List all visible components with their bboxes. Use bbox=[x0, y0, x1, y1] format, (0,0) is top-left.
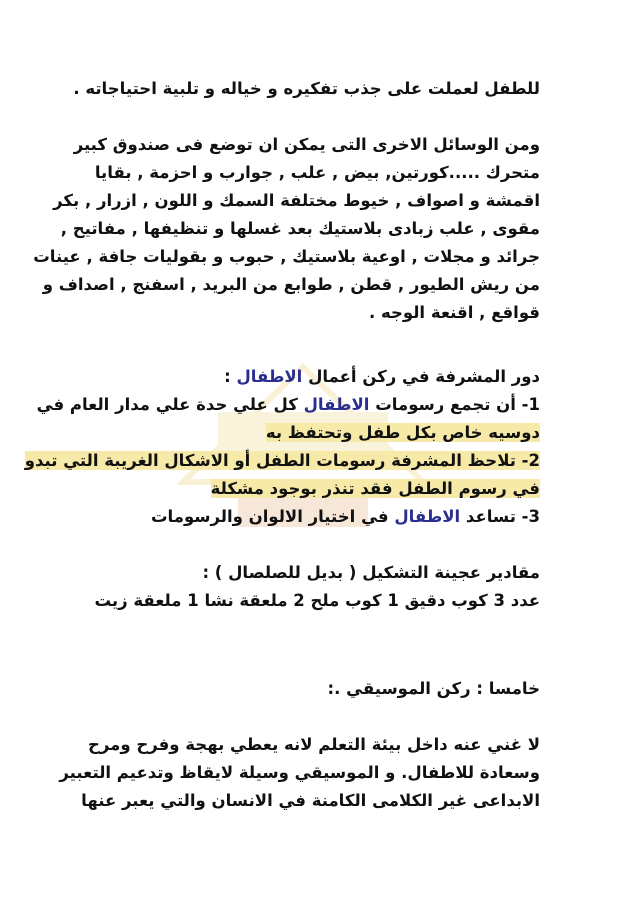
paragraph2-line6: من ريش الطيور , قطن , طوابع من البريد , اسفنج , اصداف و bbox=[42, 275, 540, 294]
heading-colon: : bbox=[224, 367, 237, 386]
paragraph2-line3: اقمشة و اصواف , خيوط مختلفة السمك و اللون , ازرار , بكر bbox=[53, 191, 540, 210]
keyword-children: الاطفال bbox=[236, 367, 303, 386]
supervisor-role-heading bbox=[224, 364, 540, 390]
supervisor-item1-line2 bbox=[266, 420, 540, 446]
supervisor-item3 bbox=[151, 504, 540, 530]
paragraph2-line2: متحرك .....كورتين, بيض , علب , جوارب و احزمة , بقايا bbox=[94, 163, 540, 182]
keyword-children: الاطفال bbox=[394, 507, 461, 526]
item3-text-a: 3- تساعد bbox=[460, 507, 540, 526]
item2-line1-text: 2- تلاحظ المشرفة رسومات الطفل أو الاشكال الغريبة التي تبدو bbox=[24, 451, 540, 470]
item1-line2-text: دوسيه خاص بكل طفل وتحتفظ به bbox=[265, 423, 540, 442]
paragraph2-line5: جرائد و مجلات , اوعية بلاستيك , حبوب و بقوليات جافة , عينات bbox=[33, 247, 540, 266]
heading-text: دور المشرفة في ركن أعمال bbox=[302, 367, 540, 386]
paragraph1-line1: للطفل لعملت على جذب تفكيره و خياله و تلبية احتياجاته . bbox=[73, 79, 540, 98]
supervisor-item2-line1 bbox=[25, 448, 540, 474]
item1-text-a: 1- أن تجمع رسومات bbox=[369, 395, 540, 414]
item2-line2-text: في رسوم الطفل فقد تنذر بوجود مشكلة bbox=[210, 479, 540, 498]
dough-heading: مقادير عجينة التشكيل ( بديل للصلصال ) : bbox=[202, 563, 540, 582]
supervisor-item1-line1 bbox=[37, 392, 540, 418]
supervisor-item2-line2 bbox=[211, 476, 540, 502]
music-corner-line1: لا غني عنه داخل بيئة التعلم لانه يعطي بهجة وفرح ومرح bbox=[87, 735, 540, 754]
item3-text-b: في اختيار الالوان والرسومات bbox=[150, 507, 395, 526]
paragraph2-line1: ومن الوسائل الاخرى التى يمكن ان توضع فى صندوق كبير bbox=[73, 135, 540, 154]
dough-ingredients: عدد 3 كوب دقيق 1 كوب ملح 2 ملعقة نشا 1 ملعقة زيت bbox=[94, 591, 540, 610]
keyword-children: الاطفال bbox=[303, 395, 370, 414]
item1-text-b: كل علي حدة علي مدار العام في bbox=[36, 395, 304, 414]
music-corner-line2: وسعادة للاطفال. و الموسيقي وسيلة لايقاظ وتدعيم التعبير bbox=[59, 763, 540, 782]
paragraph2-line4: مقوى , علب زبادى بلاستيك بعد غسلها و تنظيفها , مفاتيح , bbox=[60, 219, 540, 238]
paragraph2-line7: قواقع , اقنعة الوجه . bbox=[368, 303, 540, 322]
music-corner-line3: الابداعى غير الكلامى الكامنة في الانسان والتي يعبر عنها bbox=[81, 791, 540, 810]
music-corner-heading: خامسا : ركن الموسيقي .: bbox=[327, 679, 540, 698]
